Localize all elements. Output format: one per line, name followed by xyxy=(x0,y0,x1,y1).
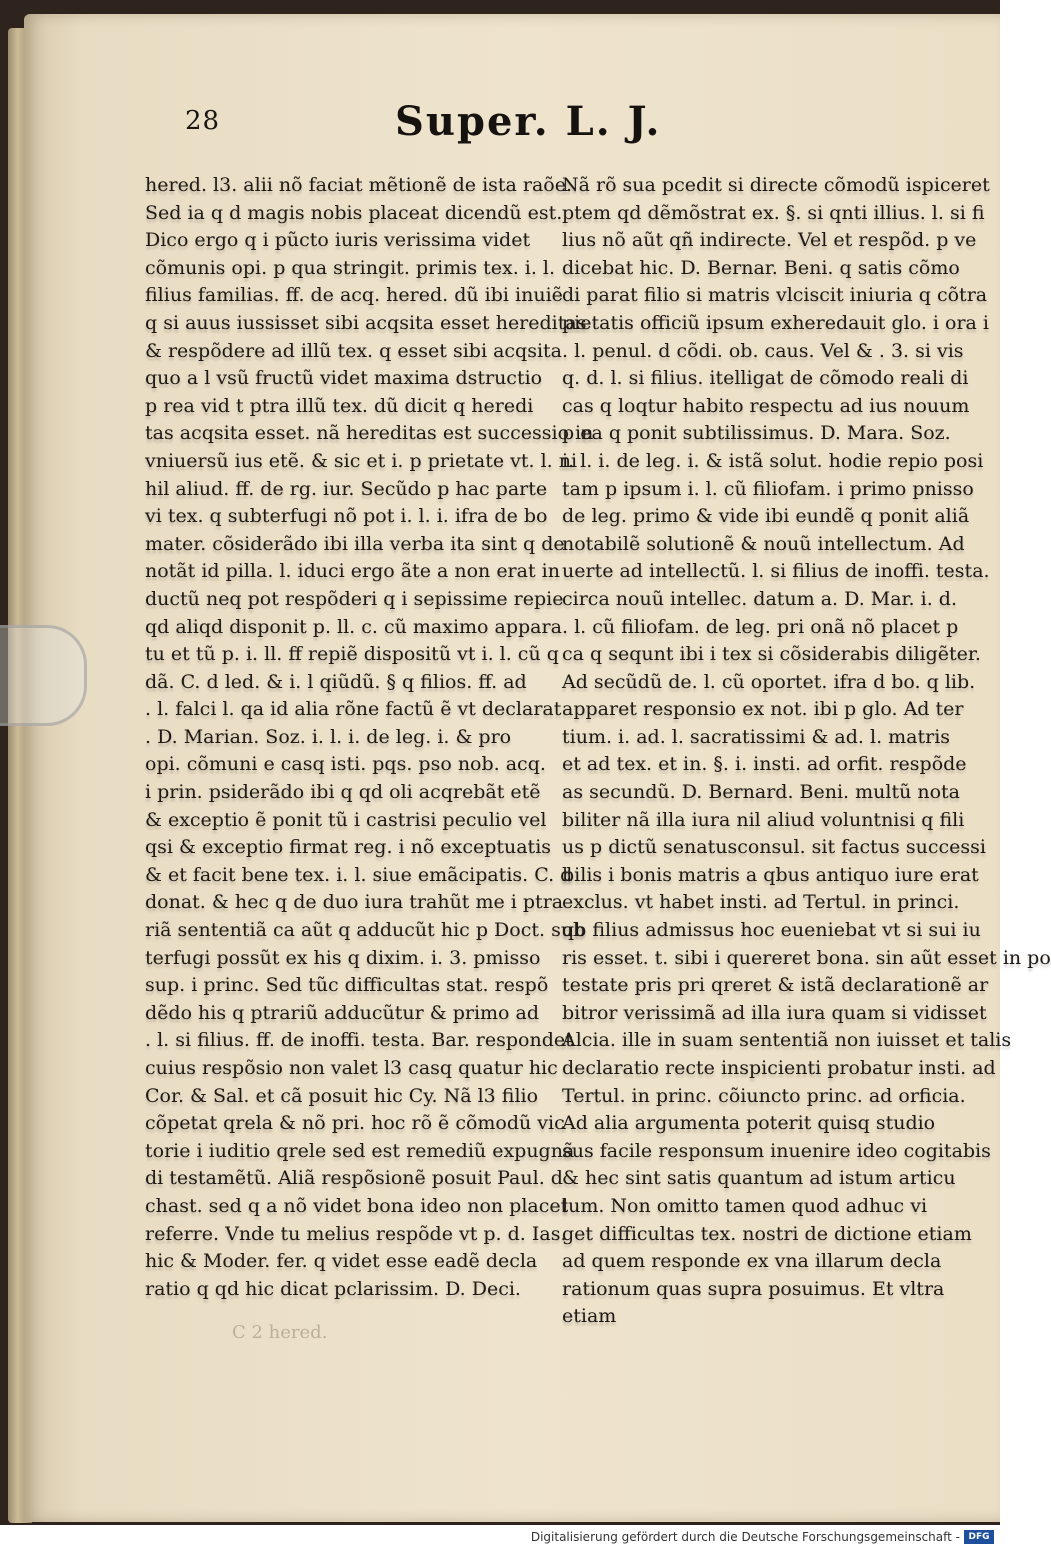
text-line: q. d. l. si filius. itelligat de cõmodo reali di xyxy=(562,367,969,390)
text-line: cas q loqtur habito respectu ad ius nouum xyxy=(562,394,970,417)
text-line: Sed ia q d magis nobis placeat dicendũ est. xyxy=(145,201,563,224)
text-line: Cor. & Sal. et cã posuit hic Cy. Nã l3 filio xyxy=(145,1084,539,1107)
text-line: cuius respõsio non valet l3 casq quatur hic xyxy=(145,1057,558,1079)
text-line: dicebat hic. D. Bernar. Beni. q satis cõmo xyxy=(562,256,960,279)
text-line: get difficultas tex. nostri de dictione etiam xyxy=(562,1222,972,1245)
footer-bar xyxy=(0,1525,1000,1550)
text-line: i prin. psiderãdo ibi q qd oli acqrebãt etẽ xyxy=(145,781,541,804)
text-line: sup. i princ. Sed tũc difficultas stat. respõ xyxy=(145,974,549,997)
text-line: dã. C. d led. & i. l qiũdũ. § q filios. ff. ad xyxy=(145,670,527,693)
text-line: uerte ad intellectũ. l. si filius de inoffi. testa. xyxy=(562,560,990,583)
text-line: mater. cõsiderãdo ibi illa verba ita sint q de xyxy=(145,532,565,555)
text-line: hic & Moder. fer. q videt esse eadẽ decla xyxy=(145,1250,538,1273)
text-line: ductũ neq pot respõderi q i sepissime repie xyxy=(145,587,564,610)
text-line: tam p ipsum i. l. cũ filiofam. i primo pnisso xyxy=(562,477,974,500)
text-line: Nã rõ sua pcedit si directe cõmodũ ispiceret xyxy=(562,174,990,196)
text-line: lius nõ aũt qñ indirecte. Vel et respõd. p ve xyxy=(562,229,977,252)
text-line: i. l. i. de leg. i. & istã solut. hodie repio posi xyxy=(562,449,984,472)
text-line: . l. si filius. ff. de inoffi. testa. Bar. respondet xyxy=(145,1029,573,1052)
text-line: rationum quas supra posuimus. Et vltra xyxy=(562,1277,945,1300)
text-line: testate pris pri qreret & istã declarationẽ ar xyxy=(562,974,989,997)
text-line: bilis i bonis matris a qbus antiquo iure erat xyxy=(562,863,979,886)
footer-credit: Digitalisierung gefördert durch die Deutsche Forschungsgemeinschaft - xyxy=(530,1530,960,1544)
text-line: dẽdo his q ptrariũ adducũtur & primo ad xyxy=(145,1001,540,1024)
text-line: & respõdere ad illũ tex. q esset sibi acqsita xyxy=(145,339,563,362)
text-line: Alcia. ille in suam sententiã non iuisset et talis xyxy=(562,1029,1012,1052)
text-line: hil aliud. ff. de rg. iur. Secũdo p hac parte xyxy=(145,477,548,500)
text-line: ris esset. t. sibi i quereret bona. sin aũt esset in po xyxy=(562,946,1051,969)
text-line: tium. i. ad. l. sacratissimi & ad. l. matris xyxy=(562,725,951,748)
text-line: tas acqsita esset. nã hereditas est successio in xyxy=(145,422,594,445)
text-line: sus facile responsum inuenire ideo cogitabis xyxy=(562,1139,991,1162)
text-line: . l. penul. d cõdi. ob. caus. Vel & . 3. si vis xyxy=(562,339,964,362)
text-line: exclus. vt habet insti. ad Tertul. in princi. xyxy=(562,891,960,914)
text-line: ca q sequnt ibi i tex si cõsiderabis diligẽter. xyxy=(562,643,981,666)
text-line: as secundũ. D. Bernard. Beni. multũ nota xyxy=(562,781,960,804)
text-line: etiam xyxy=(562,1305,617,1328)
text-line: notãt id pilla. l. iduci ergo ãte a non erat in xyxy=(145,560,560,583)
text-line: donat. & hec q de duo iura trahũt me i ptra xyxy=(145,891,564,914)
bookmark-clip xyxy=(0,625,87,726)
text-line: di testamẽtũ. Aliã respõsionẽ posuit Paul. d xyxy=(145,1167,563,1190)
text-line: notabilẽ solutionẽ & nouũ intellectum. Ad xyxy=(562,532,965,555)
text-line: et ad tex. et in. §. i. insti. ad orfit. respõde xyxy=(562,753,967,776)
signature-mark: C 2 hered. xyxy=(232,1322,328,1343)
text-line: . l. falci l. qa id alia rõne factũ ẽ vt declarat xyxy=(145,698,562,721)
left-text-column xyxy=(145,172,594,1303)
text-line: ptem qd dẽmõstrat ex. §. si qnti illius. l. si fi xyxy=(562,201,985,224)
running-head: Super. L. J. xyxy=(395,98,662,145)
dfg-logo: DFG xyxy=(964,1530,994,1544)
text-line: us p dictũ senatusconsul. sit factus successi xyxy=(562,836,986,859)
text-line: circa nouũ intellec. datum a. D. Mar. i. d. xyxy=(562,587,957,610)
text-line: quo a l vsũ fructũ videt maxima dstructio xyxy=(145,367,543,390)
text-line: p rea vid t ptra illũ tex. dũ dicit q heredi xyxy=(145,394,534,417)
folio-number: 28 xyxy=(185,106,221,136)
text-line: de leg. primo & vide ibi eundẽ q ponit aliã xyxy=(562,505,970,528)
right-text-column xyxy=(562,172,1051,1331)
text-line: p ea q ponit subtilissimus. D. Mara. Soz. xyxy=(562,422,951,445)
text-line: & exceptio ẽ ponit tũ i castrisi peculio vel xyxy=(145,808,547,831)
text-line: declaratio recte inspicienti probatur insti. ad xyxy=(562,1057,996,1079)
text-line: ad quem responde ex vna illarum decla xyxy=(562,1250,942,1273)
text-line: bitror verissimã ad illa iura quam si vidisset xyxy=(562,1001,987,1024)
text-line: biliter nã illa iura nil aliud voluntnisi q fili xyxy=(562,808,965,831)
text-line: vi tex. q subterfugi nõ pot i. l. i. ifra de bo xyxy=(145,505,548,528)
text-line: terfugi possũt ex his q dixim. i. 3. pmisso xyxy=(145,946,541,969)
text-line: & et facit bene tex. i. l. siue emãcipatis. C. d xyxy=(145,863,573,886)
text-line: cõpetat qrela & nõ pri. hoc rõ ẽ cõmodũ vic xyxy=(145,1112,565,1135)
text-line: riã sententiã ca aũt q adducũt hic p Doct. sub xyxy=(145,919,586,942)
text-line: lum. Non omitto tamen quod adhuc vi xyxy=(562,1194,928,1217)
text-line: ratio q qd hic dicat pclarissim. D. Deci. xyxy=(145,1277,521,1300)
text-line: vniuersũ ius etẽ. & sic et i. p prietate vt. l. ni xyxy=(145,449,578,472)
text-line: cõmunis opi. p qua stringit. primis tex. i. l. xyxy=(145,256,556,279)
text-line: qb filius admissus hoc eueniebat vt si sui iu xyxy=(562,919,981,942)
text-line: chast. sed q a nõ videt bona ideo non placet xyxy=(145,1194,569,1217)
text-line: opi. cõmuni e casq isti. pqs. pso nob. acq. xyxy=(145,753,546,776)
text-line: pietatis officiũ ipsum exheredauit glo. i ora i xyxy=(562,311,989,334)
text-line: filius familias. ff. de acq. hered. dũ ibi inuiẽ xyxy=(145,284,563,307)
text-line: torie i iuditio qrele sed est remediũ expugnã xyxy=(145,1139,575,1162)
text-line: di parat filio si matris vlciscit iniuria q cõtra xyxy=(562,284,988,307)
text-line: tu et tũ p. i. ll. ff repiẽ dispositũ vt i. l. cũ q xyxy=(145,643,559,666)
text-line: . l. cũ filiofam. de leg. pri onã nõ placet p xyxy=(562,615,959,638)
text-line: Dico ergo q i pũcto iuris verissima videt xyxy=(145,229,531,252)
text-line: apparet responsio ex not. ibi p glo. Ad ter xyxy=(562,698,964,721)
text-line: qsi & exceptio firmat reg. i nõ exceptuatis xyxy=(145,836,552,859)
text-line: qd aliqd disponit p. ll. c. cũ maximo appara xyxy=(145,615,562,638)
text-line: Ad alia argumenta poterit quisq studio xyxy=(562,1112,936,1135)
text-line: q si auus iussisset sibi acqsita esset hereditas xyxy=(145,311,587,334)
text-line: referre. Vnde tu melius respõde vt p. d. Ias. xyxy=(145,1222,567,1245)
text-line: & hec sint satis quantum ad istum articu xyxy=(562,1167,956,1190)
text-line: hered. l3. alii nõ faciat mẽtionẽ de ista raõe. xyxy=(145,174,573,196)
text-line: . D. Marian. Soz. i. l. i. de leg. i. & pro xyxy=(145,725,512,748)
text-line: Tertul. in princ. cõiuncto princ. ad orficia. xyxy=(562,1084,966,1107)
text-line: Ad secũdũ de. l. cũ oportet. ifra d bo. q lib. xyxy=(562,670,976,693)
